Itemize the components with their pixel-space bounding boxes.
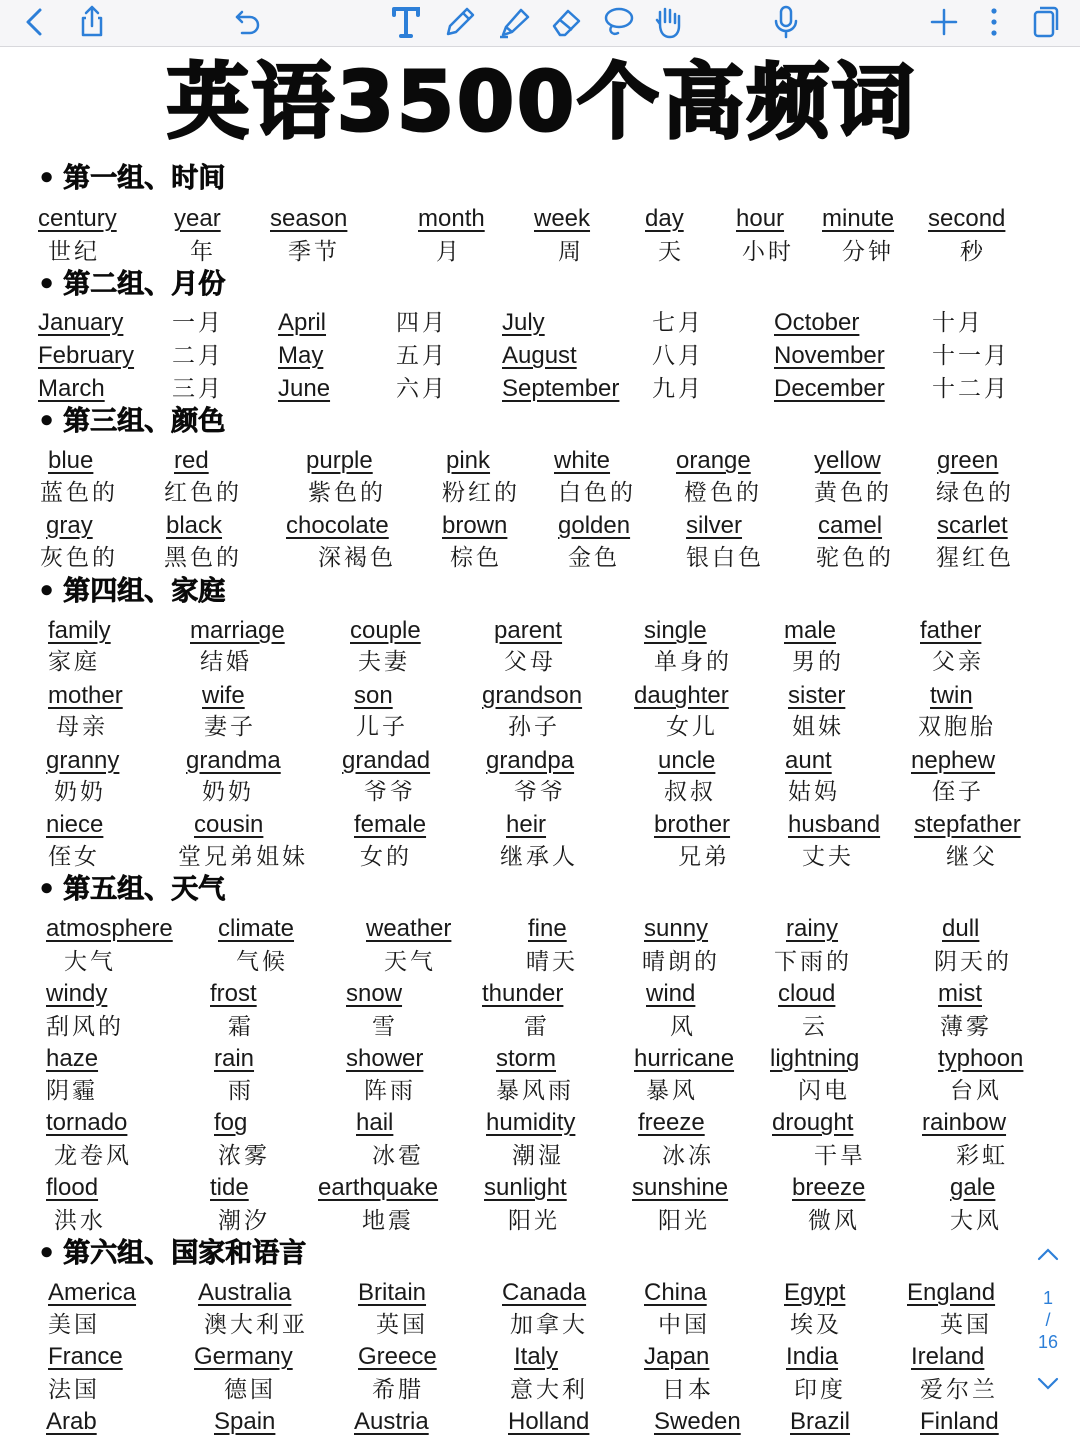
chinese-meaning: 风 <box>670 1014 696 1040</box>
share-icon[interactable] <box>72 2 112 42</box>
english-word[interactable]: parent <box>494 617 563 644</box>
english-word[interactable]: cloud <box>778 980 836 1007</box>
english-word[interactable]: sunny <box>644 915 709 942</box>
english-word[interactable]: father <box>920 617 982 644</box>
english-word[interactable]: Brazil <box>790 1408 851 1435</box>
english-word[interactable]: India <box>786 1343 839 1370</box>
chinese-meaning: 奶奶 <box>202 779 254 805</box>
english-word[interactable]: wind <box>646 980 696 1007</box>
chinese-meaning: 儿子 <box>356 714 408 740</box>
add-icon[interactable] <box>924 2 964 42</box>
english-word[interactable]: mist <box>938 980 982 1007</box>
eraser-icon[interactable] <box>546 2 586 42</box>
chinese-meaning: 七月 <box>652 310 704 336</box>
chinese-meaning: 丈夫 <box>802 844 854 870</box>
chinese-meaning: 爷爷 <box>514 779 566 805</box>
text-tool-icon[interactable] <box>386 2 426 42</box>
chinese-meaning: 龙卷风 <box>54 1143 132 1169</box>
chinese-meaning: 希腊 <box>372 1377 424 1403</box>
english-word[interactable]: white <box>554 447 611 474</box>
english-word[interactable]: Italy <box>514 1343 559 1370</box>
english-word[interactable]: cousin <box>194 811 264 838</box>
english-word[interactable]: wife <box>202 682 245 709</box>
page-separator: / <box>1045 1310 1051 1330</box>
hand-icon[interactable] <box>648 2 688 42</box>
chinese-meaning: 三月 <box>172 376 224 402</box>
chinese-meaning: 二月 <box>172 343 224 369</box>
english-word[interactable]: weather <box>366 915 452 942</box>
pen-icon[interactable] <box>440 2 480 42</box>
chinese-meaning: 潮湿 <box>512 1143 564 1169</box>
english-word[interactable]: earthquake <box>318 1174 439 1201</box>
section-heading <box>38 162 225 196</box>
english-word[interactable]: Ireland <box>911 1343 985 1370</box>
english-word[interactable]: stepfather <box>914 811 1021 838</box>
chinese-meaning: 粉红的 <box>442 480 520 506</box>
chinese-meaning: 深褐色 <box>318 545 396 571</box>
chinese-meaning: 八月 <box>652 343 704 369</box>
english-word[interactable]: thunder <box>482 980 564 1007</box>
chinese-meaning: 家庭 <box>48 649 100 675</box>
english-word[interactable]: hurricane <box>634 1045 735 1072</box>
english-word[interactable]: lightning <box>770 1045 860 1072</box>
english-word[interactable]: yellow <box>814 447 881 474</box>
english-word[interactable]: April <box>278 309 327 336</box>
chinese-meaning: 澳大利亚 <box>204 1312 308 1338</box>
chinese-meaning: 微风 <box>808 1208 860 1234</box>
chinese-meaning: 十月 <box>932 310 984 336</box>
section-heading-text: 第六组、国家和语言 <box>63 1238 307 1269</box>
english-word[interactable]: husband <box>788 811 881 838</box>
chinese-meaning: 刮风的 <box>46 1014 124 1040</box>
english-word[interactable]: nephew <box>911 747 996 774</box>
english-word[interactable]: marriage <box>190 617 285 644</box>
english-word[interactable]: second <box>928 205 1006 232</box>
english-word[interactable]: day <box>645 205 684 232</box>
chinese-meaning: 潮汐 <box>218 1208 270 1234</box>
english-word[interactable]: chocolate <box>286 512 389 539</box>
chinese-meaning: 黄色的 <box>814 480 892 506</box>
chinese-meaning: 闪电 <box>798 1078 850 1104</box>
english-word[interactable]: Germany <box>194 1343 293 1370</box>
english-word[interactable]: February <box>38 342 135 369</box>
chinese-meaning: 叔叔 <box>664 779 716 805</box>
english-word[interactable]: green <box>937 447 999 474</box>
chinese-meaning: 雨 <box>228 1078 254 1104</box>
page-title: 英语3500个高频词 <box>166 55 918 150</box>
current-page: 1 <box>1042 1288 1053 1308</box>
chinese-meaning: 红色的 <box>164 480 242 506</box>
chinese-meaning: 大气 <box>64 949 116 975</box>
chinese-meaning: 英国 <box>940 1312 992 1338</box>
toolbar <box>0 0 1080 47</box>
chinese-meaning: 孙子 <box>508 714 560 740</box>
page-down-icon[interactable] <box>1036 1376 1060 1392</box>
chinese-meaning: 暴风 <box>646 1078 698 1104</box>
english-word[interactable]: Sweden <box>654 1408 741 1435</box>
chinese-meaning: 小时 <box>742 239 794 265</box>
chinese-meaning: 英国 <box>376 1312 428 1338</box>
microphone-icon[interactable] <box>766 2 806 42</box>
english-word[interactable]: golden <box>558 512 631 539</box>
english-word[interactable]: tide <box>210 1174 249 1201</box>
chinese-meaning: 橙色的 <box>684 480 762 506</box>
chinese-meaning: 阴天的 <box>934 949 1012 975</box>
english-word[interactable]: England <box>907 1279 996 1306</box>
chinese-meaning: 母亲 <box>56 714 108 740</box>
chinese-meaning: 薄雾 <box>940 1014 992 1040</box>
english-word[interactable]: season <box>270 205 348 232</box>
chinese-meaning: 阳光 <box>658 1208 710 1234</box>
chinese-meaning: 季节 <box>288 239 340 265</box>
english-word[interactable]: October <box>774 309 860 336</box>
english-word[interactable]: fog <box>214 1109 248 1136</box>
english-word[interactable]: couple <box>350 617 421 644</box>
chinese-meaning: 冰雹 <box>372 1143 424 1169</box>
chinese-meaning: 阳光 <box>508 1208 560 1234</box>
chinese-meaning: 世纪 <box>48 239 100 265</box>
english-word[interactable]: female <box>354 811 427 838</box>
highlighter-icon[interactable] <box>494 2 534 42</box>
english-word[interactable]: France <box>48 1343 123 1370</box>
section-heading <box>38 575 225 609</box>
english-word[interactable]: grandson <box>482 682 583 709</box>
english-word[interactable]: silver <box>686 512 743 539</box>
chinese-meaning: 晴天 <box>526 949 578 975</box>
english-word[interactable]: Holland <box>508 1408 590 1435</box>
english-word[interactable]: brown <box>442 512 508 539</box>
chinese-meaning: 周 <box>558 239 584 265</box>
english-word[interactable]: orange <box>676 447 751 474</box>
chinese-meaning: 十二月 <box>932 376 1010 402</box>
english-word[interactable]: Greece <box>358 1343 437 1370</box>
bullet-icon: • <box>38 406 56 437</box>
english-word[interactable]: month <box>418 205 485 232</box>
chinese-meaning: 四月 <box>396 310 448 336</box>
chinese-meaning: 黑色的 <box>164 545 242 571</box>
english-word[interactable]: August <box>502 342 577 369</box>
english-word[interactable]: pink <box>446 447 491 474</box>
page-navigator <box>1030 1240 1070 1400</box>
chinese-meaning: 阴霾 <box>46 1078 98 1104</box>
chinese-meaning: 加拿大 <box>510 1312 588 1338</box>
english-word[interactable]: mother <box>48 682 123 709</box>
english-word[interactable]: Australia <box>198 1279 292 1306</box>
english-word[interactable]: shower <box>346 1045 424 1072</box>
english-word[interactable]: daughter <box>634 682 729 709</box>
english-word[interactable]: breeze <box>792 1174 866 1201</box>
english-word[interactable]: China <box>644 1279 707 1306</box>
english-word[interactable]: Spain <box>214 1408 276 1435</box>
english-word[interactable]: century <box>38 205 117 232</box>
chinese-meaning: 彩虹 <box>956 1143 1008 1169</box>
chinese-meaning: 大风 <box>950 1208 1002 1234</box>
section-heading-text: 第三组、颜色 <box>63 406 226 437</box>
english-word[interactable]: hour <box>736 205 785 232</box>
chinese-meaning: 分钟 <box>842 239 894 265</box>
chinese-meaning: 干旱 <box>814 1143 866 1169</box>
more-icon[interactable] <box>974 2 1014 42</box>
english-word[interactable]: fine <box>528 915 567 942</box>
back-icon[interactable] <box>16 2 56 42</box>
document-page[interactable] <box>2 47 1076 1440</box>
bullet-icon: • <box>38 269 56 300</box>
chinese-meaning: 印度 <box>794 1377 846 1403</box>
chinese-meaning: 蓝色的 <box>40 480 118 506</box>
english-word[interactable]: tornado <box>46 1109 128 1136</box>
chinese-meaning: 侄女 <box>48 844 100 870</box>
english-word[interactable]: son <box>354 682 393 709</box>
chinese-meaning: 白色的 <box>558 480 636 506</box>
chinese-meaning: 阵雨 <box>364 1078 416 1104</box>
chinese-meaning: 继承人 <box>500 844 578 870</box>
bullet-icon: • <box>38 1238 56 1269</box>
chinese-meaning: 台风 <box>950 1078 1002 1104</box>
chinese-meaning: 天气 <box>384 949 436 975</box>
chinese-meaning: 奶奶 <box>54 779 106 805</box>
chinese-meaning: 兄弟 <box>678 844 730 870</box>
chinese-meaning: 月 <box>436 239 462 265</box>
chinese-meaning: 堂兄弟姐妹 <box>178 844 308 870</box>
english-word[interactable]: storm <box>496 1045 556 1072</box>
chinese-meaning: 金色 <box>568 545 620 571</box>
english-word[interactable]: frost <box>210 980 257 1007</box>
section-heading <box>38 268 225 302</box>
chinese-meaning: 爱尔兰 <box>920 1377 998 1403</box>
english-word[interactable]: sunlight <box>484 1174 567 1201</box>
chinese-meaning: 气候 <box>236 949 288 975</box>
chinese-meaning: 霜 <box>228 1014 254 1040</box>
english-word[interactable]: year <box>174 205 221 232</box>
chinese-meaning: 结婚 <box>200 649 252 675</box>
chinese-meaning: 银白色 <box>686 545 764 571</box>
bullet-icon: • <box>38 576 56 607</box>
english-word[interactable]: freeze <box>638 1109 705 1136</box>
section-heading <box>38 873 225 907</box>
section-heading-text: 第四组、家庭 <box>63 576 226 607</box>
english-word[interactable]: niece <box>46 811 104 838</box>
chinese-meaning: 年 <box>190 239 216 265</box>
chinese-meaning: 雷 <box>524 1014 550 1040</box>
chinese-meaning: 女的 <box>360 844 412 870</box>
english-word[interactable]: sister <box>788 682 846 709</box>
chinese-meaning: 云 <box>802 1014 828 1040</box>
english-word[interactable]: purple <box>306 447 373 474</box>
section-heading <box>38 1237 306 1271</box>
english-word[interactable]: September <box>502 375 620 402</box>
total-pages: 16 <box>1037 1332 1059 1352</box>
english-word[interactable]: camel <box>818 512 883 539</box>
chinese-meaning: 意大利 <box>510 1377 588 1403</box>
bullet-icon: • <box>38 874 56 905</box>
chinese-meaning: 六月 <box>396 376 448 402</box>
chinese-meaning: 下雨的 <box>774 949 852 975</box>
english-word[interactable]: grandad <box>342 747 431 774</box>
chinese-meaning: 绿色的 <box>936 480 1014 506</box>
chinese-meaning: 埃及 <box>790 1312 842 1338</box>
chinese-meaning: 父母 <box>504 649 556 675</box>
chinese-meaning: 棕色 <box>450 545 502 571</box>
english-word[interactable]: December <box>774 375 885 402</box>
english-word[interactable]: hail <box>356 1109 394 1136</box>
english-word[interactable]: red <box>174 447 209 474</box>
chinese-meaning: 天 <box>658 239 684 265</box>
chinese-meaning: 中国 <box>658 1312 710 1338</box>
english-word[interactable]: grandma <box>186 747 281 774</box>
english-word[interactable]: June <box>278 375 331 402</box>
chinese-meaning: 紫色的 <box>308 480 386 506</box>
section-heading-text: 第一组、时间 <box>63 163 226 194</box>
english-word[interactable]: typhoon <box>938 1045 1024 1072</box>
english-word[interactable]: drought <box>772 1109 854 1136</box>
bullet-icon: • <box>38 163 56 194</box>
chinese-meaning: 日本 <box>662 1377 714 1403</box>
english-word[interactable]: family <box>48 617 111 644</box>
lasso-icon[interactable] <box>598 2 638 42</box>
page-up-icon[interactable] <box>1036 1246 1060 1262</box>
english-word[interactable]: granny <box>46 747 120 774</box>
english-word[interactable]: rain <box>214 1045 255 1072</box>
english-word[interactable]: minute <box>822 205 895 232</box>
english-word[interactable]: Canada <box>502 1279 587 1306</box>
english-word[interactable]: gale <box>950 1174 996 1201</box>
english-word[interactable]: gray <box>46 512 93 539</box>
english-word[interactable]: male <box>784 617 837 644</box>
chinese-meaning: 冰冻 <box>662 1143 714 1169</box>
english-word[interactable]: atmosphere <box>46 915 173 942</box>
english-word[interactable]: rainy <box>786 915 839 942</box>
chinese-meaning: 九月 <box>652 376 704 402</box>
english-word[interactable]: January <box>38 309 124 336</box>
english-word[interactable]: Austria <box>354 1408 429 1435</box>
english-word[interactable]: sunshine <box>632 1174 729 1201</box>
english-word[interactable]: grandpa <box>486 747 575 774</box>
chinese-meaning: 洪水 <box>54 1208 106 1234</box>
english-word[interactable]: climate <box>218 915 295 942</box>
chinese-meaning: 妻子 <box>204 714 256 740</box>
chinese-meaning: 姑妈 <box>788 779 840 805</box>
english-word[interactable]: week <box>534 205 591 232</box>
english-word[interactable]: single <box>644 617 707 644</box>
english-word[interactable]: flood <box>46 1174 99 1201</box>
chinese-meaning: 女儿 <box>666 714 718 740</box>
english-word[interactable]: November <box>774 342 885 369</box>
english-word[interactable]: Egypt <box>784 1279 846 1306</box>
english-word[interactable]: Japan <box>644 1343 710 1370</box>
section-heading-text: 第五组、天气 <box>63 874 226 905</box>
english-word[interactable]: windy <box>46 980 108 1007</box>
english-word[interactable]: Arab <box>46 1408 97 1435</box>
pages-icon[interactable] <box>1026 2 1066 42</box>
english-word[interactable]: May <box>278 342 324 369</box>
chinese-meaning: 猩红色 <box>936 545 1014 571</box>
english-word[interactable]: March <box>38 375 105 402</box>
english-word[interactable]: Finland <box>920 1408 999 1435</box>
english-word[interactable]: rainbow <box>922 1109 1007 1136</box>
english-word[interactable]: Britain <box>358 1279 427 1306</box>
chinese-meaning: 爷爷 <box>364 779 416 805</box>
chinese-meaning: 五月 <box>396 343 448 369</box>
chinese-meaning: 单身的 <box>654 649 732 675</box>
english-word[interactable]: snow <box>346 980 403 1007</box>
chinese-meaning: 德国 <box>224 1377 276 1403</box>
english-word[interactable]: haze <box>46 1045 99 1072</box>
chinese-meaning: 侄子 <box>932 779 984 805</box>
english-word[interactable]: July <box>502 309 545 336</box>
chinese-meaning: 父亲 <box>932 649 984 675</box>
chinese-meaning: 美国 <box>48 1312 100 1338</box>
english-word[interactable]: brother <box>654 811 731 838</box>
chinese-meaning: 驼色的 <box>816 545 894 571</box>
section-heading-text: 第二组、月份 <box>63 269 226 300</box>
chinese-meaning: 十一月 <box>932 343 1010 369</box>
english-word[interactable]: aunt <box>785 747 832 774</box>
chinese-meaning: 继父 <box>946 844 998 870</box>
english-word[interactable]: uncle <box>658 747 716 774</box>
english-word[interactable]: black <box>166 512 223 539</box>
chinese-meaning: 雪 <box>372 1014 398 1040</box>
english-word[interactable]: blue <box>48 447 94 474</box>
chinese-meaning: 姐妹 <box>792 714 844 740</box>
english-word[interactable]: scarlet <box>937 512 1008 539</box>
english-word[interactable]: America <box>48 1279 137 1306</box>
section-heading <box>38 405 225 439</box>
chinese-meaning: 男的 <box>792 649 844 675</box>
chinese-meaning: 法国 <box>48 1377 100 1403</box>
chinese-meaning: 双胞胎 <box>918 714 996 740</box>
undo-icon[interactable] <box>228 2 268 42</box>
chinese-meaning: 夫妻 <box>358 649 410 675</box>
english-word[interactable]: humidity <box>486 1109 576 1136</box>
chinese-meaning: 一月 <box>172 310 224 336</box>
english-word[interactable]: twin <box>930 682 973 709</box>
chinese-meaning: 浓雾 <box>218 1143 270 1169</box>
chinese-meaning: 秒 <box>960 239 986 265</box>
chinese-meaning: 灰色的 <box>40 545 118 571</box>
chinese-meaning: 晴朗的 <box>642 949 720 975</box>
english-word[interactable]: heir <box>506 811 547 838</box>
english-word[interactable]: dull <box>942 915 980 942</box>
chinese-meaning: 暴风雨 <box>496 1078 574 1104</box>
chinese-meaning: 地震 <box>362 1208 414 1234</box>
